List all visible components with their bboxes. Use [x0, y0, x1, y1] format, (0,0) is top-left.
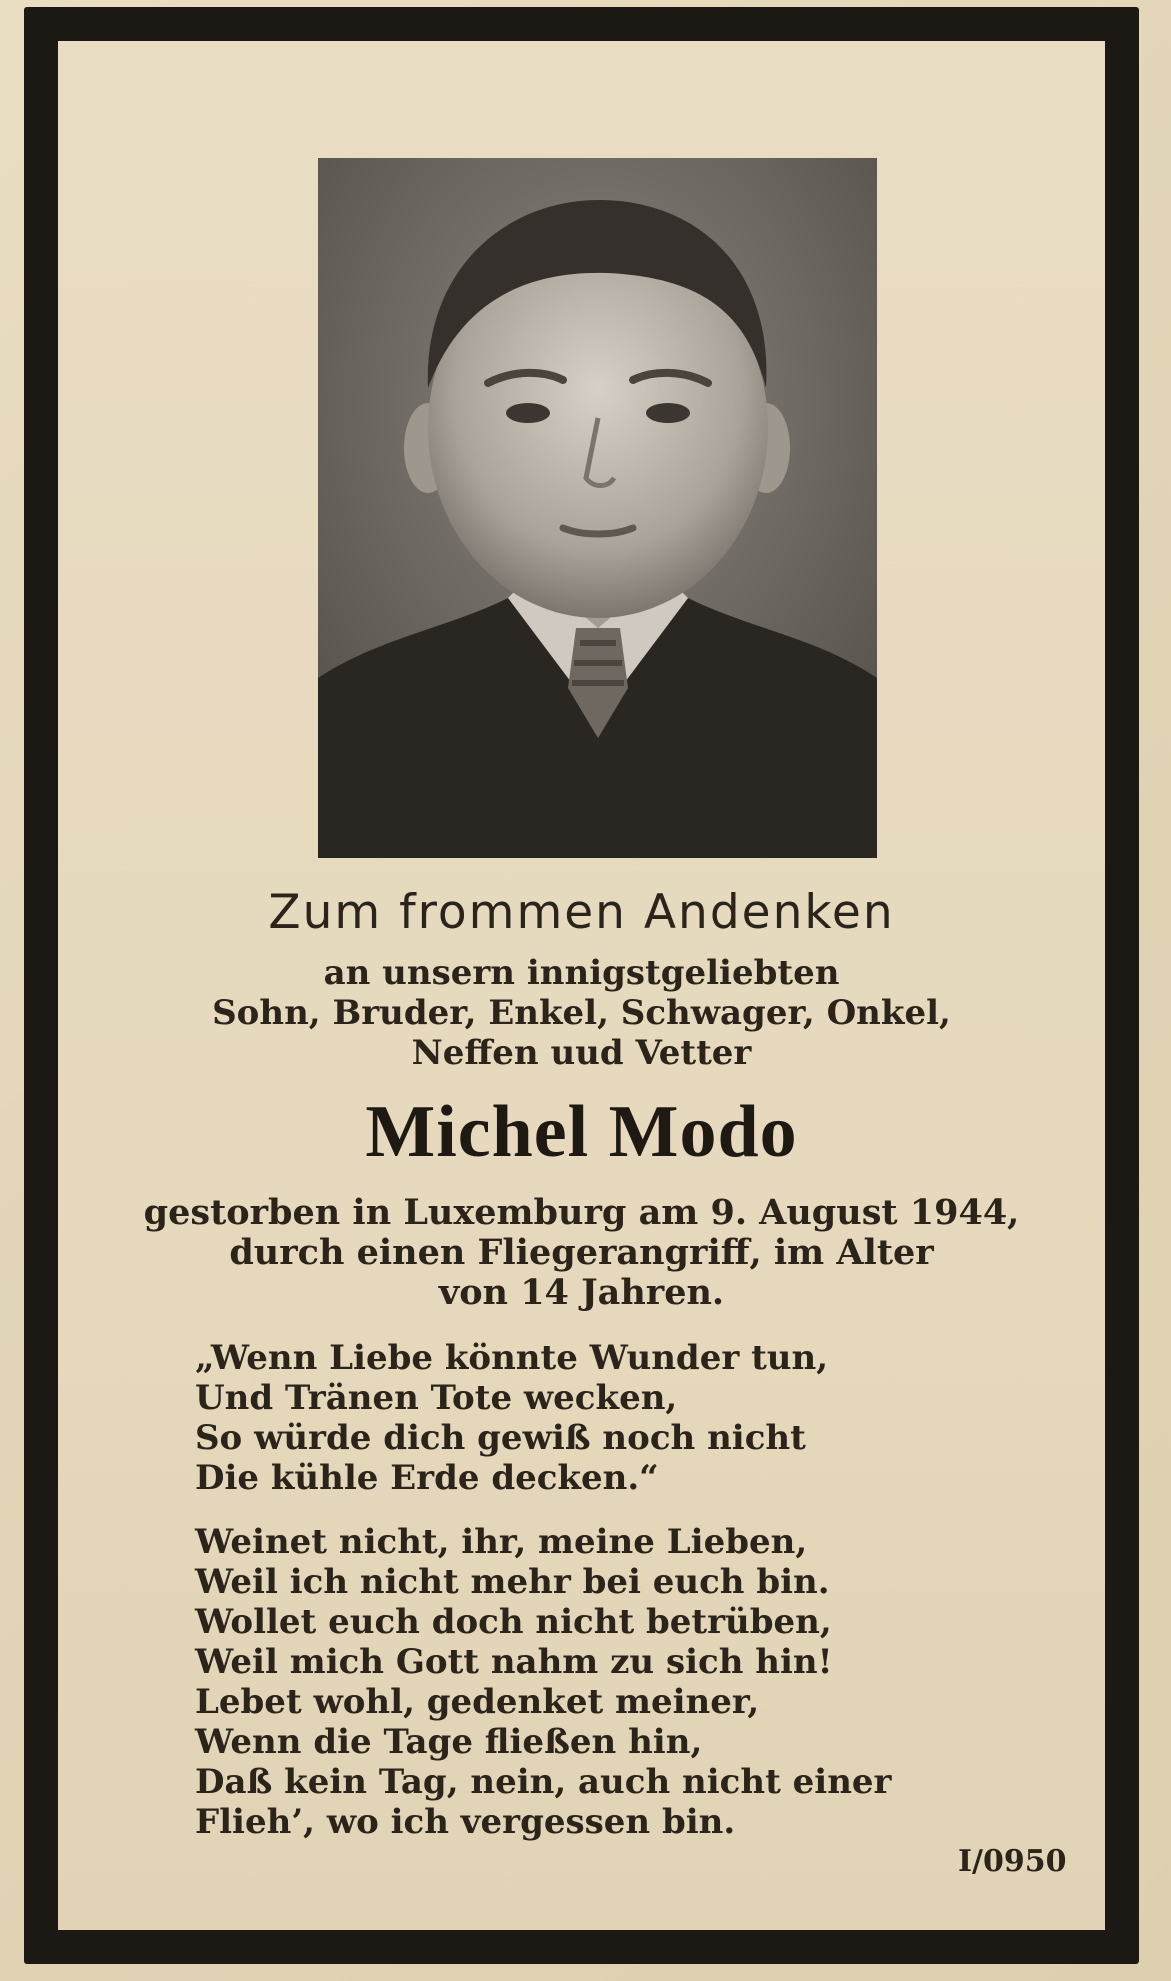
- verse-line: Die kühle Erde decken.“: [195, 1458, 659, 1498]
- print-reference-number: I/0950: [958, 1844, 1067, 1879]
- verse-line: Flieh’, wo ich vergessen bin.: [195, 1802, 736, 1842]
- verse-line: „Wenn Liebe könnte Wunder tun,: [195, 1338, 829, 1378]
- verse-line: Weil ich nicht mehr bei euch bin.: [195, 1562, 830, 1602]
- deceased-name: Michel Modo: [365, 1091, 798, 1173]
- quote-verse: [195, 1338, 828, 1498]
- portrait-illustration: [318, 158, 877, 858]
- verse-line: Weinet nicht, ihr, meine Lieben,: [195, 1522, 808, 1562]
- verse-line: Lebet wohl, gedenket meiner,: [195, 1682, 760, 1722]
- verse-line: Weil mich Gott nahm zu sich hin!: [195, 1642, 833, 1682]
- dedication-line: Neffen uud Vetter: [411, 1033, 752, 1073]
- memorial-heading: Zum frommen Andenken: [268, 885, 895, 940]
- verse-line: Und Tränen Tote wecken,: [195, 1378, 678, 1418]
- dedication-line: Sohn, Bruder, Enkel, Schwager, Onkel,: [212, 993, 951, 1033]
- portrait-photo: [318, 158, 877, 858]
- death-notice-line: gestorben in Luxemburg am 9. August 1944,: [143, 1192, 1020, 1233]
- verse-line: Wenn die Tage fließen hin,: [195, 1722, 703, 1762]
- death-notice-line: durch einen Fliegerangriff, im Alter: [229, 1232, 934, 1273]
- dedication-line: an unsern innigstgeliebten: [323, 953, 840, 993]
- poem-verse: [195, 1522, 891, 1842]
- verse-line: So würde dich gewiß noch nicht: [195, 1418, 806, 1458]
- verse-line: Daß kein Tag, nein, auch nicht einer: [195, 1762, 892, 1802]
- death-notice-line: von 14 Jahren.: [438, 1272, 725, 1313]
- verse-line: Wollet euch doch nicht betrüben,: [195, 1602, 832, 1642]
